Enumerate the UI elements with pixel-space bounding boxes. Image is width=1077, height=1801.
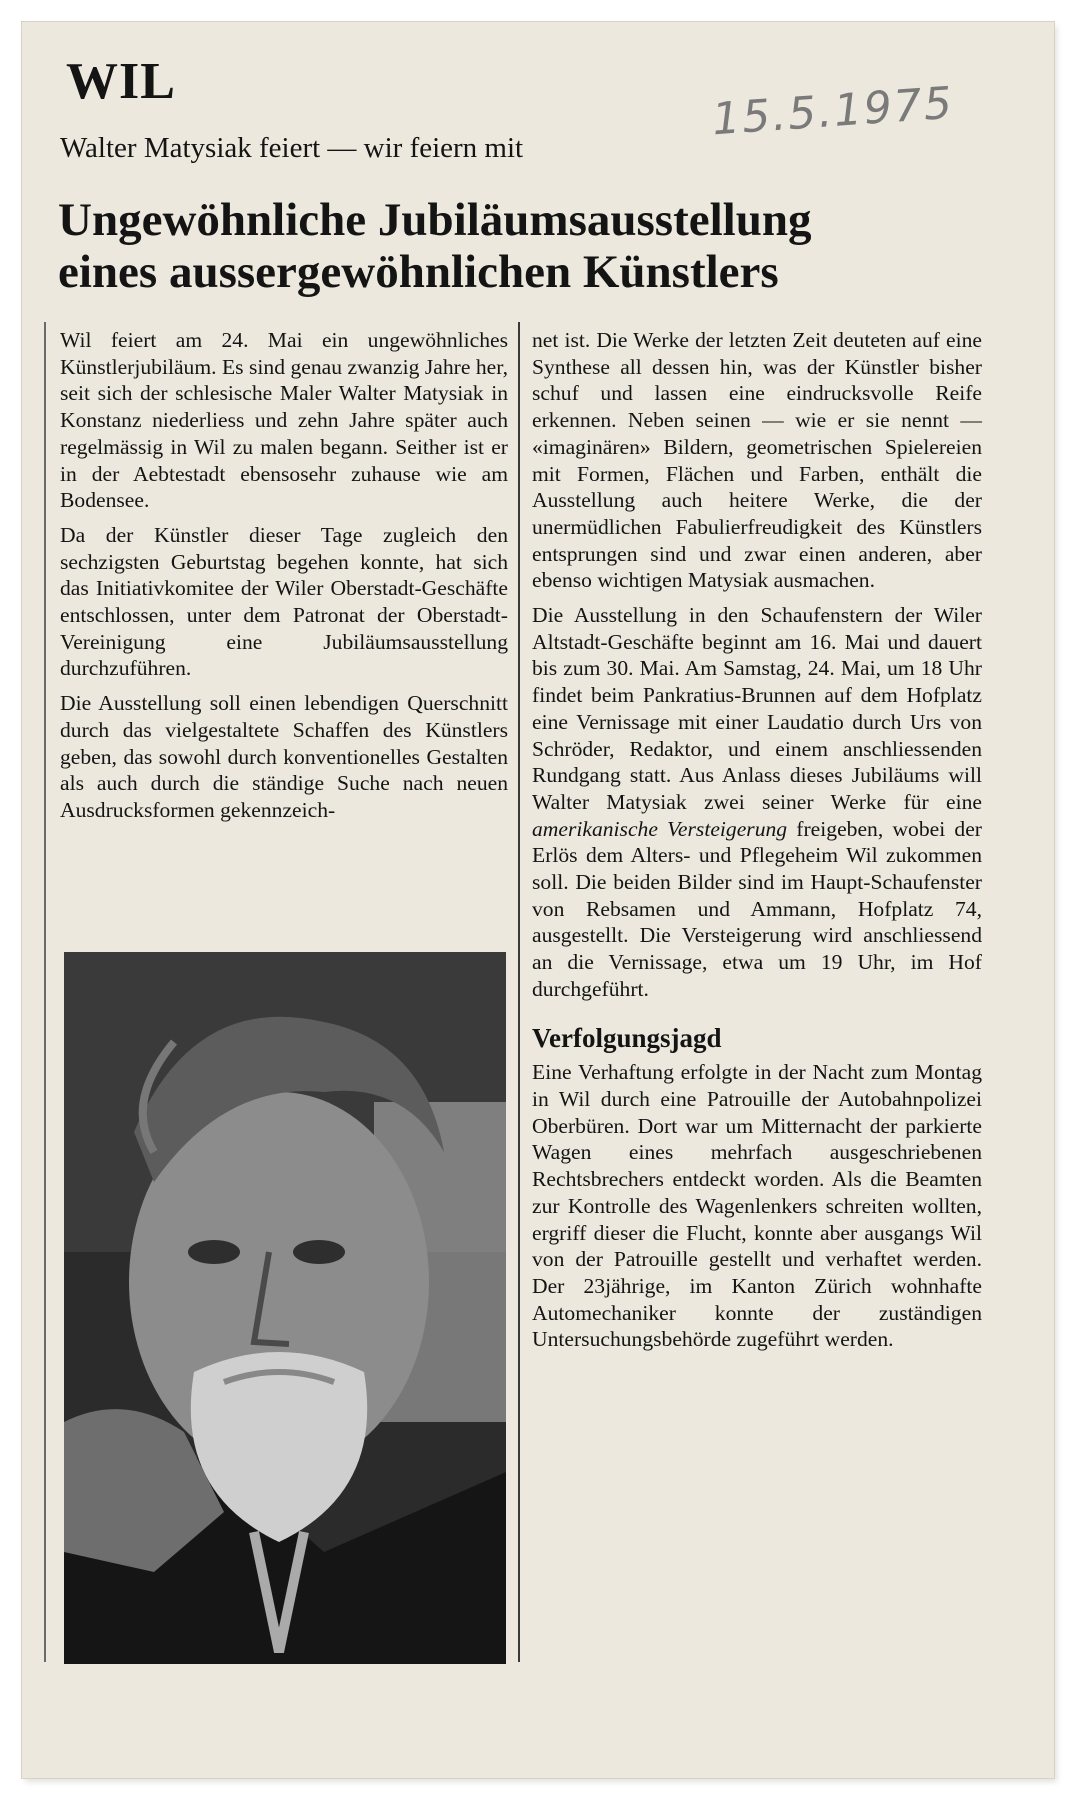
right-column	[532, 327, 982, 1361]
article-headline	[58, 194, 812, 298]
portrait-illustration	[64, 952, 506, 1664]
portrait-photo	[64, 952, 506, 1664]
headline-line-2: eines aussergewöhnlichen Künstlers	[58, 246, 779, 298]
paragraph: Eine Verhaftung erfolgte in der Nacht zum Montag in Wil durch eine Patrouille der Autobahnpolizei Oberbüren. Dort war um Mitternacht der parkierte Wagen eines mehrfach ausgeschriebenen Rechtsbrechers entdeckt worden. Als die Beamten zur Kontrolle des Wagenlenkers schreiten wollten, ergriff dieser die Flucht, konnte aber ausgangs Wil von der Patrouille gestellt und verhaftet werden. Der 23jährige, im Kanton Zürich wohnhafte Automechaniker konnte der zuständigen Untersuchungsbehörde zugeführt werden.	[532, 1060, 982, 1352]
text-run: Die Ausstellung in den Schaufenstern der Wiler Altstadt-Geschäfte beginnt am 16. Mai und dauert bis zum 30. Mai. Am Samstag, 24. Mai, um 18 Uhr findet beim Pankratius-Brunnen auf dem Hofplatz eine Vernissage mit einer Laudatio durch Urs von Schröder, Redaktor, und einem anschliessenden Rundgang statt. Aus Anlass dieses Jubiläums will Walter Matysiak zwei seiner Werke für eine	[532, 603, 982, 814]
column-divider	[518, 322, 520, 1662]
paragraph: Wil feiert am 24. Mai ein ungewöhnliches Künstlerjubiläum. Es sind genau zwanzig Jahre her, seit sich der schlesische Maler Walter Matysiak in Konstanz niederliess und zehn Jahre später auch regelmässig in Wil zu malen begann. Seither ist er in der Aebtestadt ebensosehr zuhause wie am Bodensee.	[60, 328, 508, 513]
headline-line-1: Ungewöhnliche Jubiläumsausstellung	[58, 194, 812, 246]
article-kicker: Walter Matysiak feiert — wir feiern mit	[60, 132, 524, 164]
paragraph: net ist. Die Werke der letzten Zeit deuteten auf eine Synthese all dessen hin, was der Künstler bisher schuf und lassen eine eindrucksvolle Reife erkennen. Neben seinen — wie er sie nennt — «imaginären» Bildern, geometrischen Spielereien mit Formen, Flächen und Farben, enthält die Ausstellung auch heitere Werke, die der unermüdlichen Fabulierfreudigkeit des Künstlers entsprungen sind und zwar einen anderen, aber ebenso wichtigen Matysiak ausmachen.	[532, 328, 982, 593]
paragraph: Die Ausstellung soll einen lebendigen Querschnitt durch das vielgestaltete Schaffen des Künstlers geben, das sowohl durch konventionelles Gestalten als auch durch die ständige Suche nach neuen Ausdrucksformen gekennzeich-	[60, 691, 508, 822]
paragraph	[532, 602, 982, 1003]
sub-headline: Verfolgungsjagd	[532, 1022, 722, 1053]
paragraph: Da der Künstler dieser Tage zugleich den sechzigsten Geburtstag begehen konnte, hat sich das Initiativkomitee der Wiler Oberstadt-Geschäfte entschlossen, unter dem Patronat der Oberstadt-Vereinigung eine Jubiläumsausstellung durchzuführen.	[60, 522, 508, 681]
handwritten-date: 15.5.1975	[710, 77, 956, 146]
left-margin-rule	[44, 322, 46, 1662]
text-run: freigeben, wobei der Erlös dem Alters- und Pflegeheim Wil zukommen soll. Die beiden Bilder sind im Haupt-Schaufenster von Rebsamen und Ammann, Hofplatz 74, ausgestellt. Die Versteigerung wird anschliessend an die Vernissage, etwa um 19 Uhr, im Hof durchgeführt.	[532, 816, 982, 1001]
italic-phrase: amerikanische Versteigerung	[532, 816, 788, 841]
left-column	[60, 327, 508, 832]
newspaper-clipping	[22, 22, 1054, 1778]
section-label: WIL	[66, 53, 176, 110]
